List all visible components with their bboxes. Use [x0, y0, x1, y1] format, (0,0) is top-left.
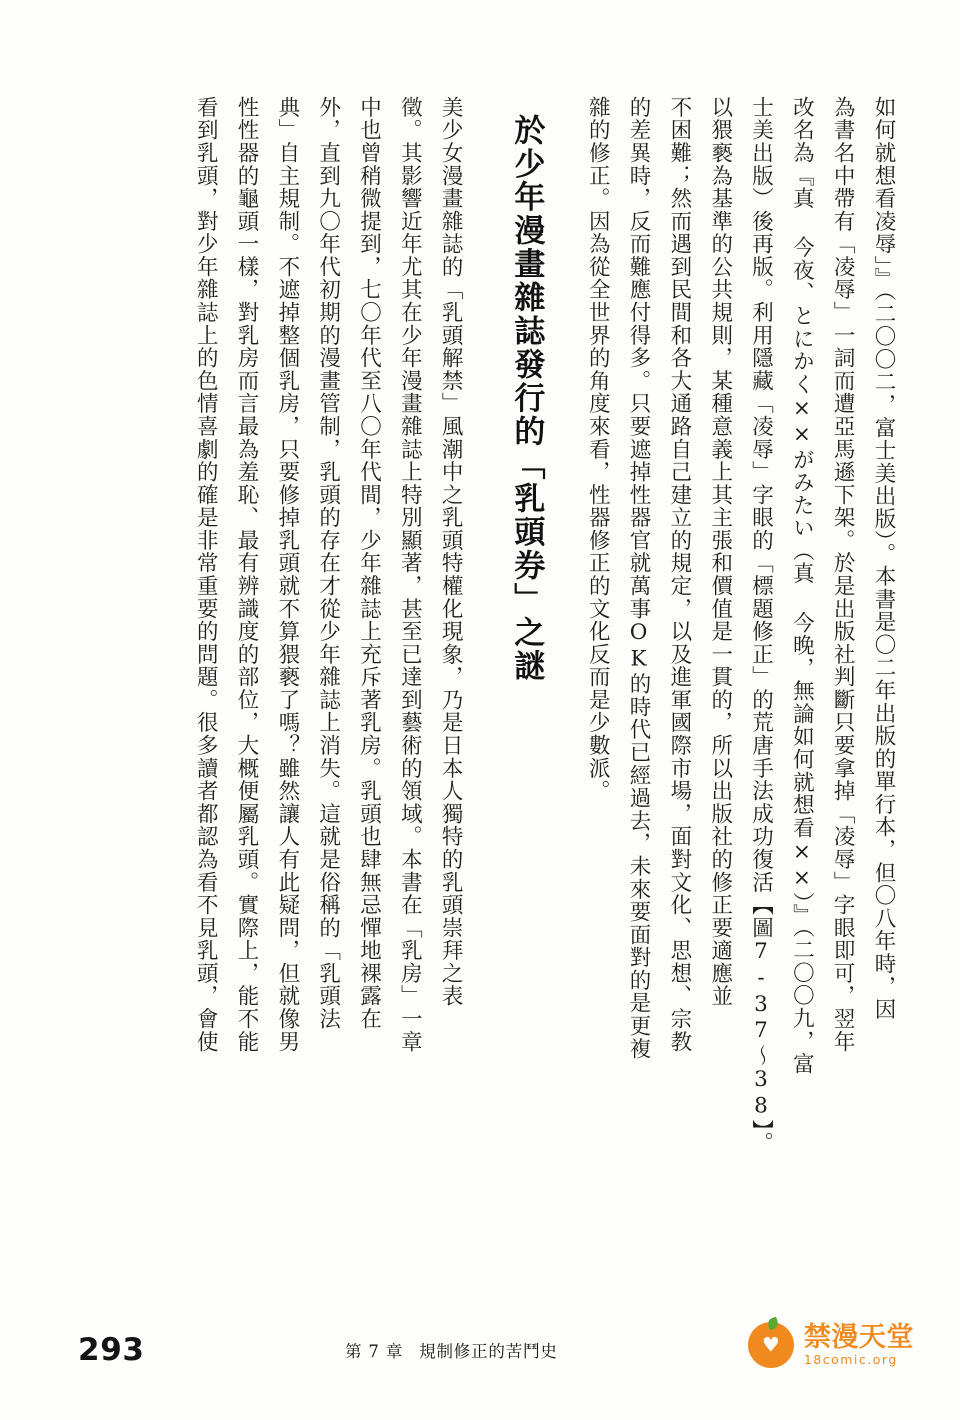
site-watermark [748, 1322, 914, 1368]
text-column: 典」自主規制。不遮掉整個乳房，只要修掉乳頭就不算猥褻了嗎？雖然讓人有此疑問，但就像男 [274, 96, 300, 1054]
page-footer [0, 1316, 960, 1386]
chapter-title: 規制修正的苦鬥史 [419, 1342, 558, 1361]
text-column: 的差異時，反而難應付得多。只要遮掉性器官就萬事OK的時代已經過去，未來要面對的是更複 [626, 96, 652, 1061]
section-heading: 於少年漫畫雜誌發行的「乳頭券」之謎 [508, 114, 545, 684]
heart-icon: ♥ [761, 1332, 780, 1357]
text-column: 為書名中帶有「凌辱」一詞而遭亞馬遜下架。於是出版社判斷只要拿掉「凌辱」字眼即可，翌年 [830, 96, 856, 1054]
text-column: 徵。其影響近年尤其在少年漫畫雜誌上特別顯著，甚至已達到藝術的領域。本書在「乳房」一章 [397, 96, 423, 1054]
text-column: 以猥褻為基準的公共規則，某種意義上其主張和價值是一貫的，所以出版社的修正要適應並 [707, 96, 733, 1008]
text-column: 雜的修正。因為從全世界的角度來看，性器修正的文化反而是少數派。 [585, 96, 611, 803]
watermark-url: 18comic.org [803, 1352, 898, 1368]
text-column: 看到乳頭，對少年雜誌上的色情喜劇的確是非常重要的問題。很多讀者都認為看不見乳頭，會使 [193, 96, 219, 1054]
text-column: 中也曾稍微提到，七〇年代至八〇年代間，少年雜誌上充斥著乳房。乳頭也肆無忌憚地裸露在 [356, 96, 382, 1031]
text-column: 士美出版）後再版。利用隱藏「凌辱」字眼的「標題修正」的荒唐手法成功復活【圖7-37～38】。 [748, 96, 774, 1155]
text-column: 改名為『真 今夜、とにかく××がみたい（真 今晚，無論如何就想看××）』（二〇〇九，富 [789, 96, 815, 1076]
text-column: 外，直到九〇年代初期的漫畫管制，乳頭的存在才從少年雜誌上消失。這就是俗稱的「乳頭法 [315, 96, 341, 1031]
text-column: 性性器的龜頭一樣，對乳房而言最為羞恥、最有辨識度的部位，大概便屬乳頭。實際上，能不能 [234, 96, 260, 1054]
chapter-number: 第 7 章 [345, 1342, 404, 1361]
vertical-text-body [60, 96, 900, 1276]
text-column: 美少女漫畫雜誌的「乳頭解禁」風潮中之乳頭特權化現象，乃是日本人獨特的乳頭崇拜之表 [438, 96, 464, 1008]
chapter-running-head [345, 1338, 558, 1362]
watermark-title: 禁漫天堂 [803, 1321, 914, 1353]
page-number: 293 [78, 1332, 145, 1368]
orange-badge-icon [748, 1322, 794, 1368]
text-column: 不困難；然而遇到民間和各大通路自己建立的規定，以及進軍國際市場，面對文化、思想、宗教 [666, 96, 692, 1054]
watermark-text [803, 1321, 914, 1368]
text-column: 如何就想看凌辱」』（二〇〇二，富士美出版）。本書是〇二年出版的單行本，但〇八年時，因 [871, 96, 896, 1021]
